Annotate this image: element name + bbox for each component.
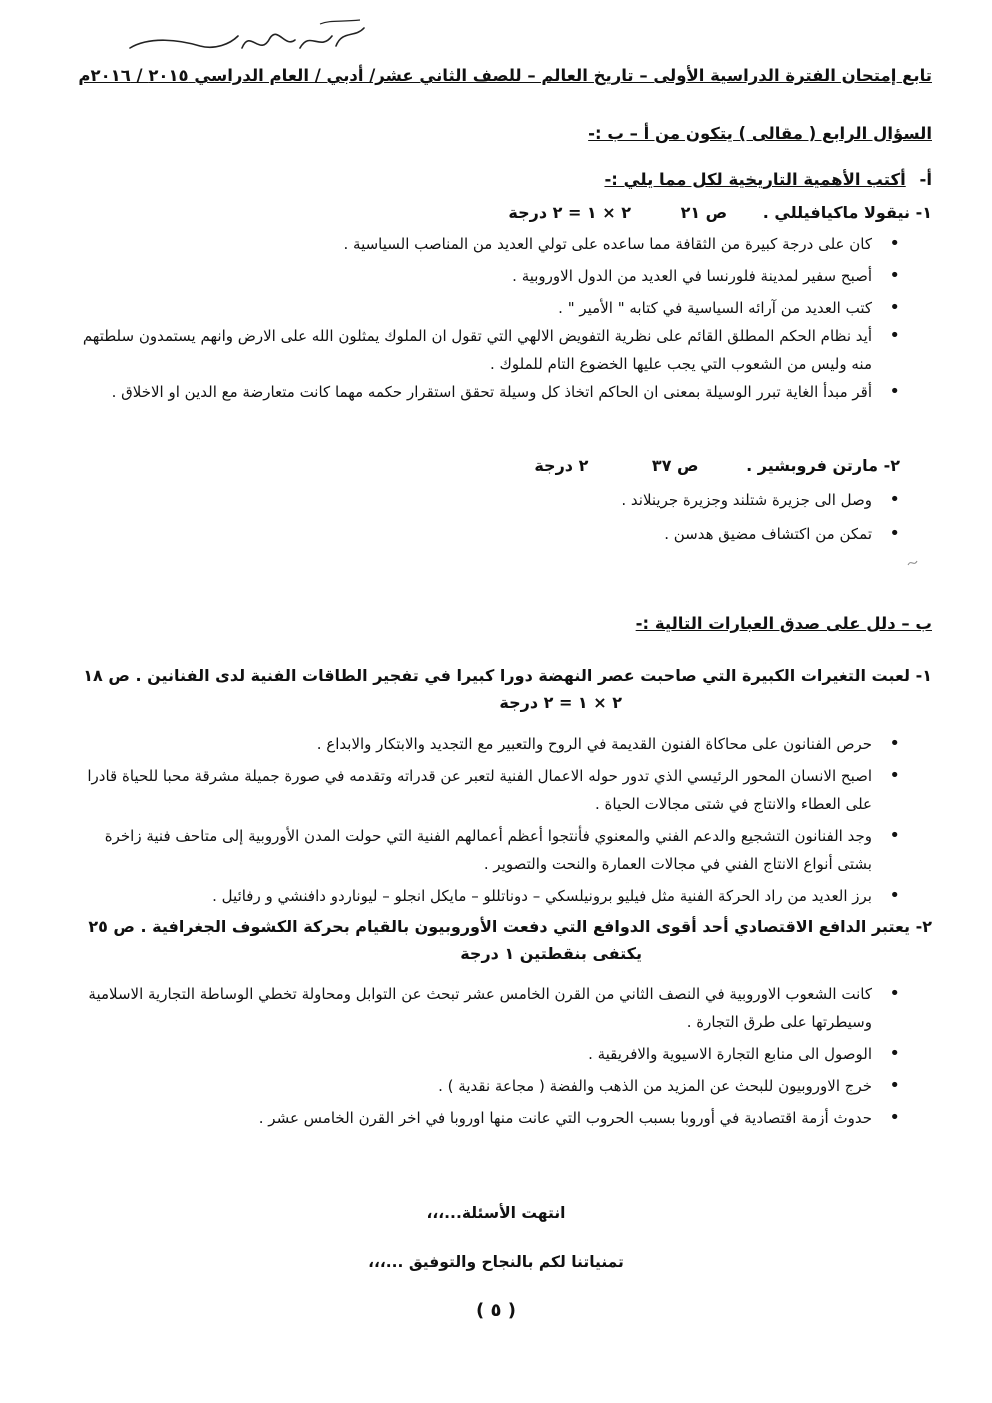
item-title: ١- نيقولا ماكيافيللي . <box>762 203 932 222</box>
list-item: • برز العديد من راد الحركة الفنية مثل فيليو برونيلسكي – دوناتللو – مايكل انجلو – ليوناردو دافنشي و رفائيل . <box>70 882 900 910</box>
list-item: • كانت الشعوب الاوروبية في النصف الثاني من القرن الخامس عشر تبحث عن التوابل ومحاولة تخطي الوساطة التجارية الاسلامية وسيطرتها على طرق التجارة . <box>70 980 900 1036</box>
page-number: ( ٥ ) <box>476 1300 516 1321</box>
list-item: • وجد الفنانون التشجيع والدعم الفني والمعنوي فأنتجوا أعظم أعمالهم الفنية التي حولت المدن الأوروبية إلى متاحف فنية زاخرة بشتى أنواع الانتاج الفني في مجالات العمارة والنحت والتصوير . <box>70 822 900 878</box>
end-of-questions: انتهت الأسئلة...،،، <box>426 1204 566 1222</box>
question-title: السؤال الرابع ( مقالى ) يتكون من أ – ب :- <box>588 124 932 143</box>
section-a-item-2-bullets <box>78 486 900 548</box>
section-a-label: أ- <box>919 170 932 189</box>
list-item: • خرج الاوروبيون للبحث عن المزيد من الذهب والفضة ( مجاعة نقدية ) . <box>70 1072 900 1100</box>
list-item: • أقر مبدأ الغاية تبرر الوسيلة بمعنى ان الحاكم اتخاذ كل وسيلة تحقق استقرار حكمه مهما كانت متعارضة مع الدين او الاخلاق . <box>78 378 900 406</box>
list-item: • وصل الى جزيرة شتلند وجزيرة جرينلاند . <box>78 486 900 514</box>
handwritten-signature <box>120 18 370 66</box>
list-item: • أيد نظام الحكم المطلق القائم على نظرية التفويض الالهي التي تقول ان الملوك يمثلون الله على الارض وانهم يستمدون سلطتهم منه وليس من الشعوب التي يجب عليها الخضوع التام للملوك . <box>78 322 900 378</box>
item-title: ٢- مارتن فروبشير . <box>746 456 900 475</box>
stray-mark <box>905 555 919 569</box>
grade-value: ٢ درجة <box>534 456 589 475</box>
section-b-item-1-bullets <box>70 730 900 910</box>
list-item: • كان على درجة كبيرة من الثقافة مما ساعده على تولي العديد من المناصب السياسية . <box>78 230 900 258</box>
page-reference: ص ٢١ <box>680 203 728 222</box>
list-item: • كتب العديد من آرائه السياسية في كتابه " الأمير " . <box>78 294 900 322</box>
item-title: ٢- يعتبر الدافع الاقتصادي أحد أقوى الدوافع التي دفعت الأوروبيون بالقيام بحركة الكشوف الجغرافية . ص ٢٥ <box>88 917 932 936</box>
list-item: • أصبح سفير لمدينة فلورنسا في العديد من الدول الاوروبية . <box>78 262 900 290</box>
section-b-title: ب – دلل على صدق العبارات التالية :- <box>635 614 932 633</box>
list-item: • اصبح الانسان المحور الرئيسي الذي تدور حوله الاعمال الفنية لتعبر عن قدراته وتقدمه في صورة جميلة مشرقة محبا للحياة قادرا على العطاء والانتاج في شتى مجالات الحياة . <box>70 762 900 818</box>
section-a-item-2-heading <box>534 456 900 475</box>
grade-value: يكتفى بنقطتين ١ درجة <box>460 944 642 963</box>
section-b-item-2-heading <box>62 913 932 967</box>
page-reference: ص ٣٧ <box>651 456 699 475</box>
list-item: • حدوث أزمة اقتصادية في أوروبا بسبب الحروب التي عانت منها اوروبا في اخر القرن الخامس عشر . <box>70 1104 900 1132</box>
section-a-title: أكتب الأهمية التاريخية لكل مما يلي :- <box>604 170 906 189</box>
section-b-item-1-heading <box>62 662 932 716</box>
list-item: • حرص الفنانون على محاكاة الفنون القديمة في الروح والتعبير مع التجديد والابتكار والابداع . <box>70 730 900 758</box>
section-a-item-1-bullets <box>78 230 900 406</box>
list-item: • الوصول الى منابع التجارة الاسيوية والافريقية . <box>70 1040 900 1068</box>
section-b-item-2-bullets <box>70 980 900 1132</box>
item-title: ١- لعبت التغيرات الكبيرة التي صاحبت عصر النهضة دورا كبيرا في تفجير الطاقات الفنية لدى الفنانين . ص ١٨ <box>83 666 932 685</box>
section-a-heading <box>604 170 932 189</box>
exam-header: تابع إمتحان الفترة الدراسية الأولى – تاريخ العالم – للصف الثاني عشر/ أدبي / العام الدراسي ٢٠١٥ / ٢٠١٦م <box>78 66 932 85</box>
grade-value: ٢ × ١ = ٢ درجة <box>508 203 631 222</box>
list-item: • تمكن من اكتشاف مضيق هدسن . <box>78 520 900 548</box>
section-a-item-1-heading <box>508 203 932 222</box>
grade-value: ٢ × ١ = ٢ درجة <box>499 693 622 712</box>
closing-wish: تمنياتنا لكم بالنجاح والتوفيق ...،،، <box>368 1253 624 1271</box>
